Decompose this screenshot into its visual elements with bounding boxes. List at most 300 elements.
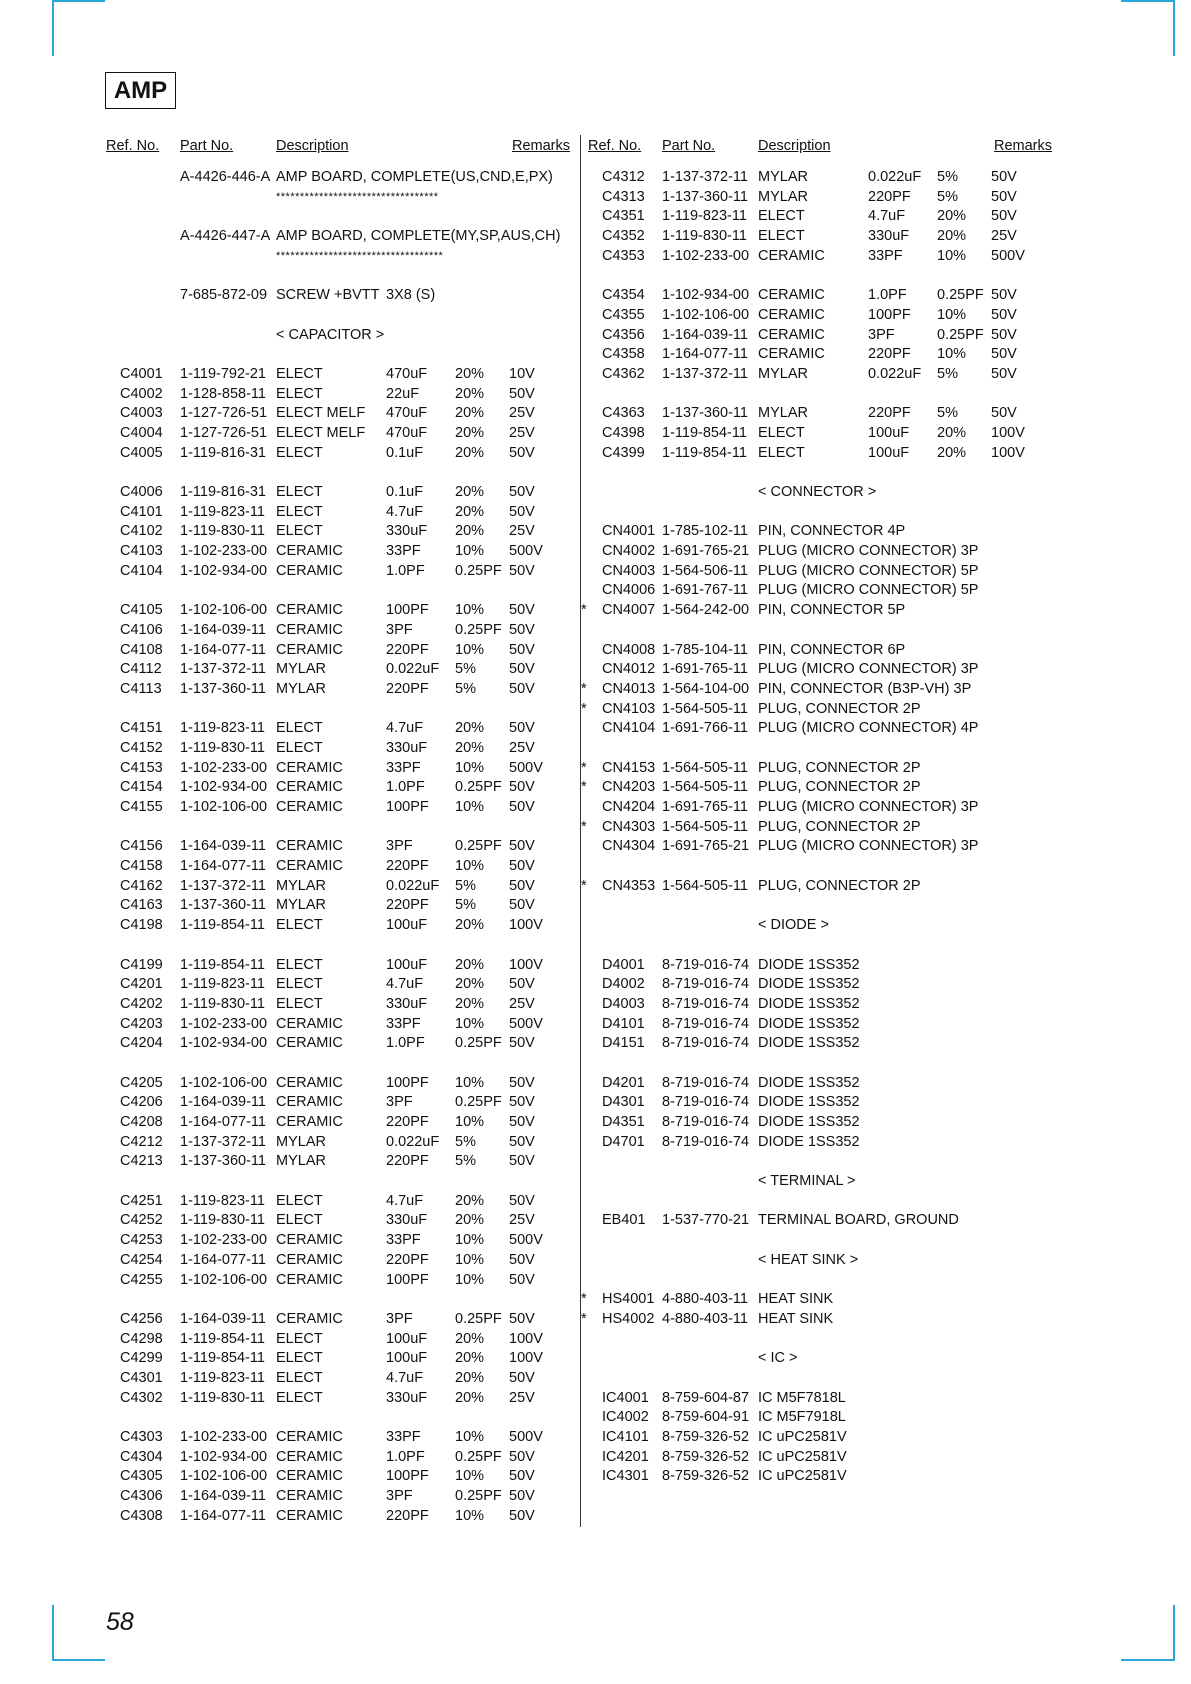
part-no: 1-102-934-00: [662, 287, 750, 304]
rating: 50V: [991, 346, 1017, 363]
rating: 50V: [509, 641, 535, 658]
description: TERMINAL BOARD, GROUND: [758, 1212, 959, 1229]
rating: 50V: [509, 897, 535, 914]
value: 100PF: [386, 799, 429, 815]
part-no: 1-564-505-11: [662, 700, 748, 717]
ref-no: C4156: [120, 838, 163, 855]
tolerance: 0.25PF: [455, 779, 502, 796]
safety-mark: *: [581, 1291, 587, 1308]
description: PLUG, CONNECTOR 2P: [758, 759, 921, 776]
table-row: [588, 1369, 1058, 1389]
value: 330uF: [386, 1389, 428, 1406]
tolerance: 10%: [455, 1468, 485, 1485]
tolerance: 20%: [937, 228, 967, 245]
header-ref-no: Ref. No.: [106, 138, 160, 154]
value: 220PF: [386, 1153, 429, 1170]
part-no: 1-164-039-11: [180, 1094, 266, 1111]
part-no: 8-759-326-52: [662, 1448, 750, 1465]
part-no: 8-719-016-74: [662, 1074, 750, 1091]
value: 100uF: [386, 917, 428, 934]
part-no: 1-137-372-11: [180, 661, 266, 678]
part-no: 1-164-039-11: [180, 1310, 266, 1327]
safety-mark: *: [581, 700, 587, 717]
ref-no: IC4201: [602, 1448, 649, 1465]
part-no: 1-564-104-00: [662, 680, 750, 697]
part-no: 1-102-233-00: [180, 1429, 268, 1445]
description: ELECT: [276, 1369, 323, 1386]
table-row: [588, 581, 1058, 601]
tolerance: 0.25PF: [455, 1488, 502, 1505]
part-no: 1-119-816-31: [180, 484, 266, 500]
rating: 50V: [991, 208, 1017, 225]
rating: 25V: [509, 405, 535, 422]
description: ELECT: [276, 523, 323, 540]
section-heading: < CAPACITOR >: [276, 326, 385, 343]
table-row: [588, 1211, 1058, 1231]
value: 100uF: [868, 424, 910, 441]
ref-no: C4354: [602, 287, 645, 304]
description: PLUG, CONNECTOR 2P: [758, 877, 921, 894]
description: PLUG, CONNECTOR 2P: [758, 818, 921, 835]
table-row: [588, 1093, 1058, 1113]
ref-no: C4213: [120, 1153, 163, 1170]
table-row: [588, 424, 1058, 444]
description: ELECT: [276, 1389, 323, 1406]
ref-no: C4158: [120, 858, 163, 875]
description: CERAMIC: [276, 1468, 343, 1485]
part-no: 1-691-766-11: [662, 720, 748, 737]
ref-no: D4002: [602, 976, 645, 993]
table-row: [106, 286, 574, 306]
ref-no: D4301: [602, 1094, 645, 1111]
description: CERAMIC: [276, 621, 343, 638]
description: PIN, CONNECTOR 5P: [758, 602, 906, 619]
part-no: 1-164-077-11: [662, 346, 748, 363]
part-no: 1-164-039-11: [662, 326, 748, 343]
tolerance: 5%: [455, 1153, 476, 1170]
part-no: 1-137-360-11: [662, 188, 748, 205]
value: 100PF: [386, 1074, 429, 1091]
value: 100uF: [386, 956, 428, 973]
description: MYLAR: [276, 661, 326, 678]
rating: 50V: [509, 1035, 535, 1052]
tolerance: 20%: [455, 1330, 485, 1347]
table-row: [588, 1448, 1058, 1468]
value: 3PF: [386, 1310, 413, 1327]
description: PLUG (MICRO CONNECTOR) 3P: [758, 543, 979, 560]
rating: 50V: [509, 1094, 535, 1111]
tolerance: 20%: [455, 976, 485, 993]
description: AMP BOARD, COMPLETE(US,CND,E,PX): [276, 169, 553, 185]
table-row: [106, 700, 574, 720]
ref-no: C4298: [120, 1330, 163, 1347]
rating: 50V: [991, 306, 1017, 323]
ref-no: CN4006: [602, 582, 656, 599]
description: MYLAR: [758, 365, 808, 382]
tolerance: 20%: [455, 405, 485, 422]
rating: 50V: [509, 661, 535, 678]
crop-mark: [1121, 0, 1175, 2]
rating: 100V: [509, 917, 543, 934]
table-row: [106, 1389, 574, 1409]
tolerance: 10%: [455, 759, 485, 776]
rating: 50V: [991, 287, 1017, 304]
description: CERAMIC: [276, 1094, 343, 1111]
table-row: [106, 207, 574, 227]
part-no: 1-119-854-11: [662, 424, 747, 441]
part-no: 1-785-102-11: [662, 523, 748, 540]
rating: 50V: [509, 1448, 535, 1465]
rating: 500V: [509, 759, 543, 776]
rating: 50V: [509, 1271, 535, 1288]
header-description: Description: [758, 138, 831, 154]
ref-no: C4001: [120, 365, 163, 382]
table-row: [588, 522, 1058, 542]
tolerance: 20%: [455, 739, 485, 756]
ref-no: IC4101: [602, 1429, 649, 1445]
ref-no: C4202: [120, 995, 163, 1012]
part-no: 1-102-934-00: [180, 779, 268, 796]
description: CERAMIC: [758, 306, 825, 323]
part-no: 1-164-077-11: [180, 1251, 266, 1268]
value: 33PF: [868, 247, 903, 264]
part-no: 8-719-016-74: [662, 1133, 750, 1150]
safety-mark: *: [581, 818, 587, 835]
part-no: 1-102-934-00: [180, 562, 268, 579]
table-row: [106, 1231, 574, 1251]
part-no: 1-119-823-11: [180, 976, 265, 993]
description: PIN, CONNECTOR 6P: [758, 641, 906, 658]
part-no: 1-119-823-11: [180, 720, 265, 737]
table-row: [588, 1389, 1058, 1409]
value: 0.1uF: [386, 484, 424, 500]
header-part-no: Part No.: [662, 138, 716, 154]
tolerance: 20%: [455, 917, 485, 934]
description: IC uPC2581V: [758, 1448, 847, 1465]
table-row: [106, 562, 574, 582]
tolerance: 10%: [455, 602, 485, 619]
part-no: 1-119-854-11: [180, 917, 265, 934]
rating: 50V: [509, 1133, 535, 1150]
tolerance: 20%: [937, 424, 967, 441]
value: 330uF: [868, 228, 910, 245]
value: 33PF: [386, 759, 421, 776]
part-no: 1-785-104-11: [662, 641, 748, 658]
table-row: [106, 483, 574, 503]
table-row: [106, 896, 574, 916]
rating: 25V: [509, 995, 535, 1012]
part-no: 1-102-106-00: [180, 602, 268, 619]
table-row: [588, 404, 1058, 424]
value: 33PF: [386, 1429, 421, 1445]
table-row: [106, 601, 574, 621]
tolerance: 10%: [455, 1074, 485, 1091]
rating: 100V: [509, 1330, 543, 1347]
description: PIN, CONNECTOR 4P: [758, 523, 906, 540]
ref-no: C4308: [120, 1507, 163, 1524]
table-row: [588, 1467, 1058, 1487]
description: ELECT MELF: [276, 405, 366, 422]
ref-no: C4108: [120, 641, 163, 658]
table-row: [106, 1330, 574, 1350]
tolerance: 10%: [455, 1507, 485, 1524]
tolerance: 0.25PF: [455, 621, 502, 638]
crop-mark: [52, 0, 54, 56]
table-row: [106, 247, 574, 267]
value: 220PF: [868, 346, 911, 363]
table-row: [106, 581, 574, 601]
ref-no: C4212: [120, 1133, 163, 1150]
rating: 50V: [509, 799, 535, 815]
table-row: [106, 1487, 574, 1507]
rating: 50V: [509, 858, 535, 875]
table-row: [106, 1015, 574, 1035]
description: ELECT: [276, 739, 323, 756]
rating: 100V: [509, 956, 543, 973]
tolerance: 5%: [455, 680, 476, 697]
part-no: 1-119-830-11: [180, 523, 265, 540]
value: 4.7uF: [386, 1192, 424, 1209]
rating: 500V: [991, 247, 1025, 264]
description: ELECT: [276, 1350, 323, 1367]
table-row: [106, 1448, 574, 1468]
description: CERAMIC: [276, 641, 343, 658]
part-no: 8-719-016-74: [662, 956, 750, 973]
header-ref-no: Ref. No.: [588, 138, 642, 154]
table-row: [588, 1054, 1058, 1074]
value: 3X8 (S): [386, 287, 436, 304]
table-row: [106, 995, 574, 1015]
ref-no: C4162: [120, 877, 163, 894]
value: 4.7uF: [386, 976, 424, 993]
value: 4.7uF: [386, 1369, 424, 1386]
rating: 50V: [509, 444, 535, 461]
table-row: [106, 365, 574, 385]
table-row: [106, 326, 574, 346]
table-row: [588, 1113, 1058, 1133]
ref-no: C4356: [602, 326, 645, 343]
value: 1.0PF: [868, 287, 907, 304]
section-heading: < TERMINAL >: [758, 1173, 856, 1190]
rating: 50V: [509, 562, 535, 579]
part-no: 8-719-016-74: [662, 1015, 750, 1032]
table-row: [588, 798, 1058, 818]
description: ELECT: [276, 503, 323, 520]
rating: 50V: [509, 602, 535, 619]
crop-mark: [1121, 1659, 1175, 1661]
table-row: [581, 1290, 1058, 1310]
part-no: 1-137-372-11: [180, 877, 266, 894]
table-row: [588, 463, 1058, 483]
part-no: 1-119-854-11: [180, 1330, 265, 1347]
rating: 100V: [991, 444, 1025, 461]
table-row: [581, 818, 1058, 838]
part-no: 1-119-823-11: [180, 1369, 265, 1386]
ref-no: C4252: [120, 1212, 163, 1229]
part-no: 1-537-770-21: [662, 1212, 750, 1229]
tolerance: 5%: [455, 1133, 476, 1150]
table-row: [588, 837, 1058, 857]
table-row: [588, 1251, 1058, 1271]
description: ELECT: [276, 956, 323, 973]
part-no: 8-719-016-74: [662, 1114, 750, 1130]
rating: 50V: [509, 1153, 535, 1170]
part-no: 8-759-604-87: [662, 1389, 750, 1406]
tolerance: 5%: [937, 405, 958, 422]
description: CERAMIC: [276, 779, 343, 796]
part-no: 1-119-854-11: [662, 444, 747, 461]
description: ELECT: [276, 1212, 323, 1229]
rating: 50V: [509, 1507, 535, 1524]
ref-no: C4255: [120, 1271, 163, 1288]
description: MYLAR: [276, 1153, 326, 1170]
part-no: 1-119-830-11: [180, 1389, 265, 1406]
ref-no: C4201: [120, 976, 163, 993]
table-row: [588, 326, 1058, 346]
table-row: [588, 345, 1058, 365]
part-no: 1-564-505-11: [662, 818, 748, 835]
part-no: 1-127-726-51: [180, 405, 268, 422]
tolerance: 20%: [455, 1389, 485, 1406]
table-row: [588, 1330, 1058, 1350]
parts-table-right: [581, 168, 1058, 1487]
ref-no: CN4012: [602, 661, 656, 678]
description: DIODE 1SS352: [758, 1015, 860, 1032]
description: IC M5F7918L: [758, 1409, 846, 1426]
table-row: [581, 877, 1058, 897]
section-heading: < CONNECTOR >: [758, 484, 877, 500]
tolerance: 20%: [455, 503, 485, 520]
table-row: [588, 995, 1058, 1015]
ref-no: CN4008: [602, 641, 656, 658]
ref-no: C4002: [120, 385, 163, 402]
description: PLUG (MICRO CONNECTOR) 3P: [758, 799, 979, 815]
description: DIODE 1SS352: [758, 956, 860, 973]
tolerance: 10%: [455, 858, 485, 875]
value: 0.022uF: [386, 877, 440, 894]
table-row: [106, 1152, 574, 1172]
table-row: [588, 1133, 1058, 1153]
description: ELECT: [758, 444, 805, 461]
ref-no: C4105: [120, 602, 163, 619]
ref-no: CN4103: [602, 700, 656, 717]
table-row: [588, 1271, 1058, 1291]
ref-no: C4313: [602, 188, 645, 205]
tolerance: 20%: [455, 1212, 485, 1229]
table-row: [588, 1408, 1058, 1428]
part-no: 1-119-830-11: [180, 995, 265, 1012]
tolerance: 20%: [455, 444, 485, 461]
ref-no: C4154: [120, 779, 163, 796]
description: CERAMIC: [758, 247, 825, 264]
ref-no: C4305: [120, 1468, 163, 1485]
part-no: 1-164-077-11: [180, 858, 266, 875]
ref-no: EB401: [602, 1212, 646, 1229]
tolerance: 0.25PF: [455, 1094, 502, 1111]
part-no: 1-137-360-11: [180, 897, 266, 914]
description: IC uPC2581V: [758, 1468, 847, 1485]
description: ELECT: [758, 228, 805, 245]
value: 220PF: [386, 897, 429, 914]
ref-no: D4001: [602, 956, 645, 973]
ref-no: C4203: [120, 1015, 163, 1032]
ref-no: C4003: [120, 405, 163, 422]
rating: 50V: [991, 326, 1017, 343]
part-no: 1-691-767-11: [662, 582, 748, 599]
table-row: [588, 936, 1058, 956]
description: CERAMIC: [276, 1232, 343, 1249]
table-row: [106, 345, 574, 365]
description: PIN, CONNECTOR (B3P-VH) 3P: [758, 680, 972, 697]
ref-no: C4101: [120, 503, 163, 520]
safety-mark: *: [581, 877, 587, 894]
table-row: [106, 1507, 574, 1527]
description: ELECT: [276, 365, 323, 382]
table-row: [588, 896, 1058, 916]
value: 330uF: [386, 739, 428, 756]
table-row: [106, 837, 574, 857]
table-row: [588, 168, 1058, 188]
ref-no: C4152: [120, 739, 163, 756]
table-row: [581, 700, 1058, 720]
part-no: 1-102-106-00: [662, 306, 750, 323]
section-heading: < DIODE >: [758, 917, 829, 934]
part-no: 1-119-792-21: [180, 365, 266, 382]
value: 220PF: [868, 405, 911, 422]
tolerance: 10%: [455, 1114, 485, 1130]
ref-no: C4302: [120, 1389, 163, 1406]
part-no: 1-102-106-00: [180, 1271, 268, 1288]
table-row: [106, 1271, 574, 1291]
description: PLUG, CONNECTOR 2P: [758, 779, 921, 796]
part-no: 1-102-934-00: [180, 1448, 268, 1465]
ref-no: C4362: [602, 365, 645, 382]
rating: 500V: [509, 1015, 543, 1032]
description: PLUG (MICRO CONNECTOR) 5P: [758, 582, 979, 599]
table-row: [106, 1093, 574, 1113]
table-row: [106, 522, 574, 542]
tolerance: 20%: [455, 523, 485, 540]
part-no: 1-102-233-00: [180, 1232, 268, 1249]
tolerance: 10%: [455, 1429, 485, 1445]
tolerance: 10%: [455, 1015, 485, 1032]
part-no: 1-119-854-11: [180, 1350, 265, 1367]
table-row: [588, 1349, 1058, 1369]
description: CERAMIC: [758, 326, 825, 343]
part-no: 1-164-039-11: [180, 621, 266, 638]
description: DIODE 1SS352: [758, 1035, 860, 1052]
description: PLUG, CONNECTOR 2P: [758, 700, 921, 717]
value: 220PF: [386, 1507, 429, 1524]
value: 1.0PF: [386, 779, 425, 796]
tolerance: 20%: [455, 956, 485, 973]
part-no: 1-137-372-11: [662, 365, 748, 382]
ref-no: D4101: [602, 1015, 645, 1032]
part-no: 1-128-858-11: [180, 385, 266, 402]
rating: 50V: [991, 405, 1017, 422]
header-description: Description: [276, 138, 349, 154]
ref-no: C4352: [602, 228, 645, 245]
table-row: [588, 1172, 1058, 1192]
table-row: [106, 444, 574, 464]
description: MYLAR: [276, 680, 326, 697]
part-no: 7-685-872-09: [180, 287, 268, 304]
part-no: 1-164-077-11: [180, 1114, 266, 1130]
description: CERAMIC: [276, 1251, 343, 1268]
safety-mark: *: [581, 602, 587, 619]
part-no: 1-102-233-00: [662, 247, 750, 264]
ref-no: IC4002: [602, 1409, 649, 1426]
